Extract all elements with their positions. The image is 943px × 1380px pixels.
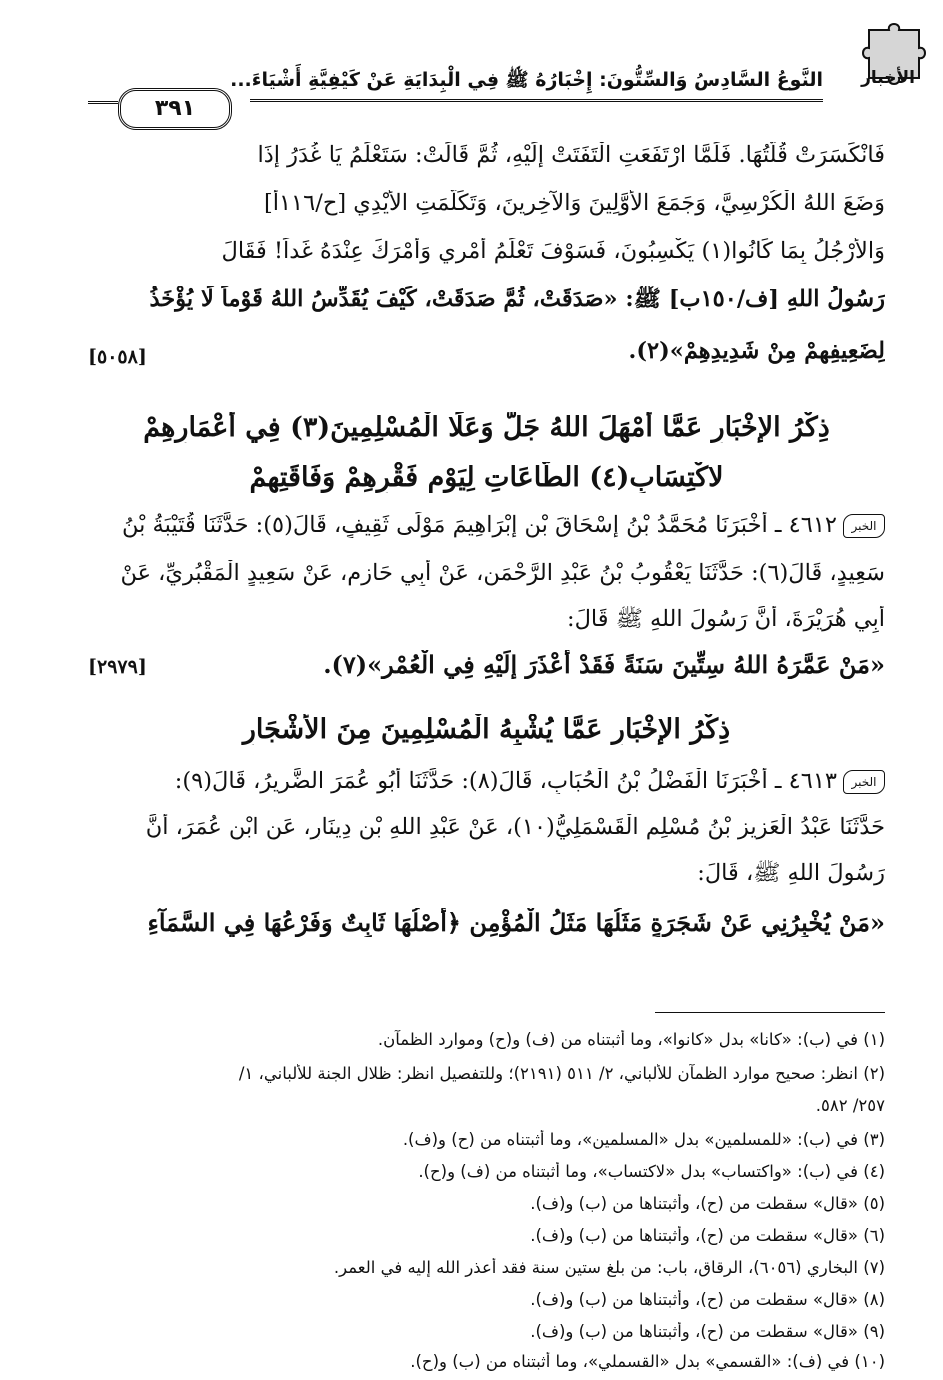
body-line: وَالأَرْجُلُ بِمَا كَانُوا(١) يَكْسِبُونَ، فَسَوْفَ تَعْلَمُ أَمْرِي وَأَمْرَكَ عِنْدَهُ غَداً! فَقَالَ — [221, 238, 885, 264]
footnote: (٥) «قال» سقطت من (ح)، وأثبتناها من (ب) و(ف). — [530, 1194, 885, 1213]
reference-number: [٢٩٧٩] — [88, 656, 147, 678]
footnote: (٦) «قال» سقطت من (ح)، وأثبتناها من (ب) و(ف). — [530, 1226, 885, 1245]
khabar-badge-icon: الخبر — [843, 770, 885, 794]
section-label: الأخبار — [861, 68, 915, 88]
footnote: (٢) انظر: صحيح موارد الظمآن للألباني، ٢/ ٥١١ (٢١٩١)؛ وللتفصيل انظر: ظلال الجنة للألباني، ١/ — [238, 1064, 885, 1083]
hadith-line: حَدَّثَنَا عَبْدُ الْعَزِيزِ بْنُ مُسْلِمٍ الْقَسْمَلِيُّ(١٠)، عَنْ عَبْدِ اللهِ بْنِ دِينَارٍ، عَنِ ابْنِ عُمَرَ، أَنَّ — [145, 814, 885, 840]
section-heading: لاكْتِسَابِ(٤) الطَّاعَاتِ لِيَوْمِ فَقْرِهِمْ وَفَاقَتِهِمْ — [249, 462, 724, 493]
footnote-rule — [655, 1012, 885, 1013]
footnote: (١) في (ب): «كانا» بدل «كانوا»، وما أثبتناه من (ف) و(ح) وموارد الظمآن. — [377, 1030, 885, 1049]
khabar-badge-icon: الخبر — [843, 514, 885, 538]
page-number: ٣٩١ — [118, 88, 232, 130]
body-line: لِضَعِيفِهِمْ مِنْ شَدِيدِهِمْ»(٢). — [628, 338, 885, 364]
body-line: فَانْكَسَرَتْ قُلَّتُهَا. فَلَمَّا ارْتَفَعَتِ الْتَفَتَتْ إِلَيْهِ، ثُمَّ قَالَتْ: سَتَعْلَمُ يَا غُدَرُ إِذَا — [257, 142, 885, 168]
reference-number: [٥٠٥٨] — [88, 346, 147, 368]
section-heading: ذِكْرُ الإِخْبَارِ عَمَّا يُشْبِهُ الْمُسْلِمِينَ مِنَ الأَشْجَارِ — [242, 714, 731, 745]
footnote: (٨) «قال» سقطت من (ح)، وأثبتناها من (ب) و(ف). — [530, 1290, 885, 1309]
footnote: ٢٥٧/ ٥٨٢. — [815, 1096, 885, 1115]
hadith-line — [88, 512, 885, 538]
hadith-text: ٤٦١٢ ـ أَخْبَرَنَا مُحَمَّدُ بْنُ إِسْحَاقَ بْنِ إِبْرَاهِيمَ مَوْلَى ثَقِيفٍ، قَالَ(٥): حَدَّثَنَا قُتَيْبَةُ بْنُ — [122, 512, 837, 538]
running-head: النَّوعُ السَّادِسُ وَالسِّتُّونَ: إِخْبَارُهُ ﷺ فِي الْبِدَايَةِ عَنْ كَيْفِيَّةِ أَشْيَاءَ... — [230, 69, 823, 91]
header-rule-left — [88, 101, 118, 104]
body-line: وَضَعَ اللهُ الْكُرْسِيَّ، وَجَمَعَ الأَوَّلِينَ وَالآخِرِينَ، وَتَكَلَّمَتِ الأَيْدِي [ح/١١٦أ] — [263, 190, 885, 216]
hadith-line: سَعِيدٍ، قَالَ(٦): حَدَّثَنَا يَعْقُوبُ بْنُ عَبْدِ الرَّحْمَنِ، عَنْ أَبِي حَازِمٍ، عَنْ سَعِيدٍ الْمَقْبُرِيِّ، عَنْ — [120, 560, 885, 586]
header-rule — [250, 99, 823, 102]
footnote: (٣) في (ب): «للمسلمين» بدل «المسلمين»، وما أثبتناه من (ح) و(ف). — [402, 1130, 885, 1149]
body-line: رَسُولُ اللهِ [ف/١٥٠ب] ﷺ: «صَدَقَتْ، ثُمَّ صَدَقَتْ، كَيْفَ يُقَدِّسُ اللهُ قَوْماً لَا يُؤْخَذُ — [149, 286, 885, 312]
hadith-line: أَبِي هُرَيْرَةَ، أَنَّ رَسُولَ اللهِ ﷺ قَالَ: — [567, 606, 885, 632]
footnote: (٩) «قال» سقطت من (ح)، وأثبتناها من (ب) و(ف). — [530, 1322, 885, 1341]
hadith-line — [88, 768, 885, 794]
footnote: (٤) في (ب): «واكتساب» بدل «لاكتساب»، وما أثبتناه من (ف) و(ح). — [418, 1162, 885, 1181]
hadith-text: ٤٦١٣ ـ أَخْبَرَنَا الْفَضْلُ بْنُ الْحُبَابِ، قَالَ(٨): حَدَّثَنَا أَبُو عُمَرَ الضَّرِيرُ، قَالَ(٩): — [174, 768, 837, 794]
footnote: (٧) البخاري (٦٠٥٦)، الرقاق، باب: من بلغ ستين سنة فقد أعذر الله إليه في العمر. — [333, 1258, 885, 1277]
hadith-matn: «مَنْ يُخْبِرُنِي عَنْ شَجَرَةٍ مَثَلُهَا مَثَلُ الْمُؤْمِنِ ﴿أَصْلُهَا ثَابِتٌ وَفَرْعُهَا فِي السَّمَآءِ — [147, 908, 885, 937]
footnote: (١٠) في (ف): «القسمي» بدل «القسملي»، وما أثبتناه من (ب) و(ح). — [410, 1352, 885, 1371]
hadith-line: رَسُولَ اللهِ ﷺ، قَالَ: — [697, 860, 885, 886]
section-heading: ذِكْرُ الإِخْبَارِ عَمَّا أَمْهَلَ اللهُ جَلَّ وَعَلَا الْمُسْلِمِينَ(٣) فِي أَعْمَارِهِمْ — [143, 412, 830, 443]
hadith-matn: «مَنْ عَمَّرَهُ اللهُ سِتِّينَ سَنَةً فَقَدْ أَعْذَرَ إِلَيْهِ فِي الْعُمْرِ»(٧). — [323, 650, 885, 679]
